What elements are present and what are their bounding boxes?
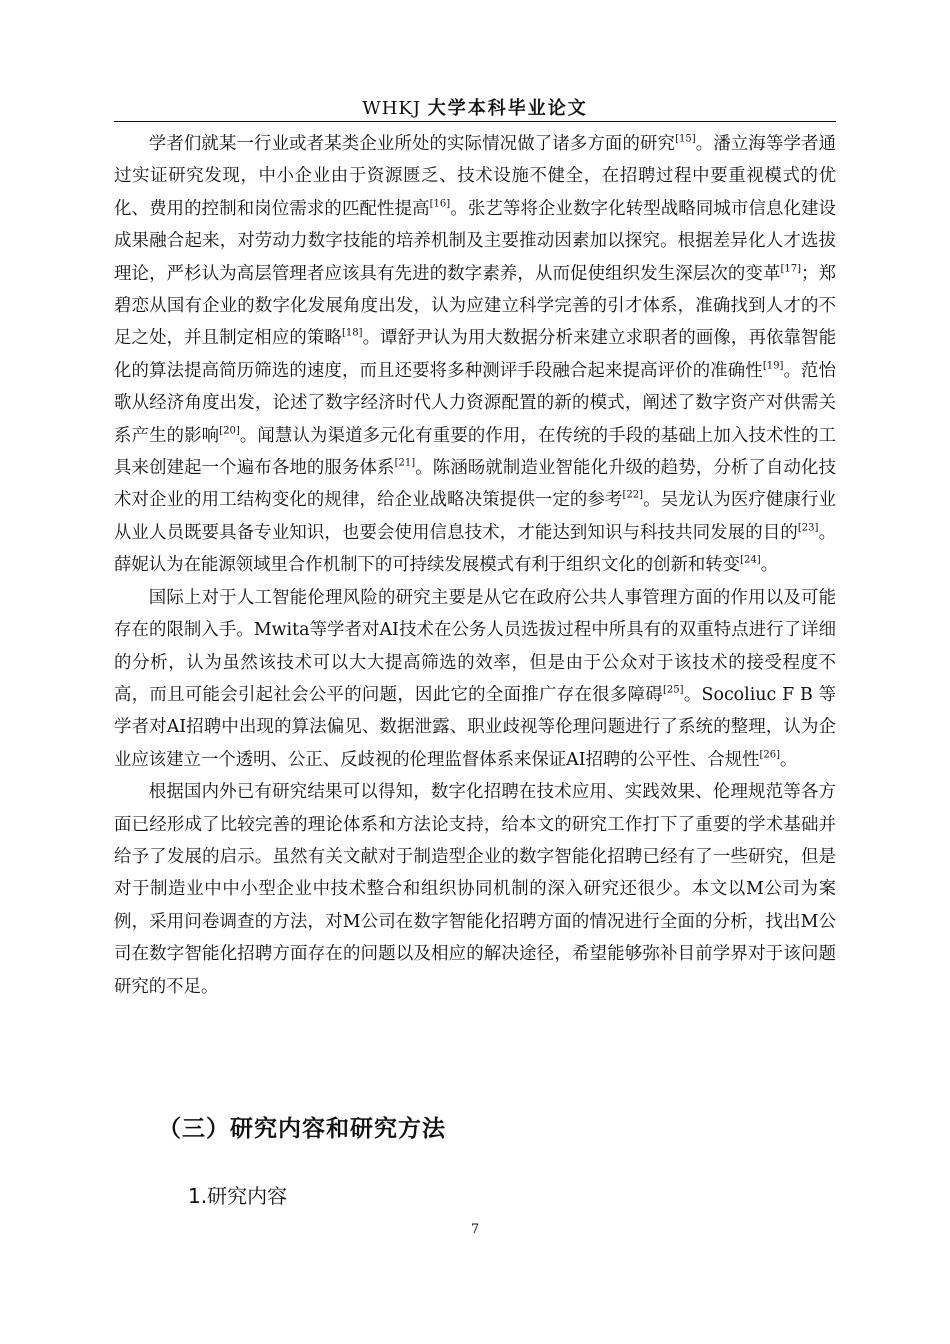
text-run: 。陈涵旸就制造业智能化升级的趋势，分析了自动化技术对企业的用工结构变化的规律，给企业战略决策提供一定的参考 (114, 458, 836, 511)
text-run: 。张艺等将企业数字化转型战略同城市信息化建设成果融合起来，对劳动力数字技能的培养机制及主要推动因素加以探究。根据差异化人才选拔理论，严杉认为高层管理者应该具有先进的数字素养，从而促使组织发生深层次的变革 (114, 198, 836, 284)
citation-ref: [26] (759, 749, 781, 761)
citation-ref: [19] (762, 360, 784, 372)
text-run: 。闻慧认为渠道多元化有重要的作用，在传统的手段的基础上加入技术性的工具来创建起一个遍布各地的服务体系 (114, 425, 836, 479)
header-rule (114, 121, 836, 122)
page-header (114, 94, 836, 120)
text-run: 。吴龙认为医疗健康行业从业人员既要具备专业知识，也要会使用信息技术，才能达到知识与科技共同发展的目的 (114, 490, 836, 543)
citation-ref: [24] (740, 554, 761, 566)
text-run: 学者们就某一行业或者某类企业所处的实际情况做了诸多方面的研究 (148, 134, 676, 154)
text-run: 根据国内外已有研究结果可以得知，数字化招聘在技术应用、实践效果、伦理规范等各方面已经形成了比较完善的理论体系和方法论支持，给本文的研究工作打下了重要的学术基础并给予了发展的启示。虽然有关文献对于制造型企业的数字智能化招聘已经有了一些研究，但是对于制造业中中小型企业中技术整合和组织协同机制的深入研究还很少。本文以M公司为案例，采用问卷调查的方法，对M公司在数字智能化招聘方面的情况进行全面的分析，找出M公司在数字智能化招聘方面存在的问题以及相应的解决途径，希望能够弥补目前学界对于该问题研究的不足。 (114, 782, 836, 997)
header-title: 大学本科毕业论文 (427, 98, 588, 119)
page-number: 7 (470, 1222, 480, 1237)
text-run: 。谭舒尹认为用大数据分析来建立求职者的画像，再依靠智能化的算法提高简历筛选的速度，而且还要将多种测评手段融合起来提高评价的准确性 (114, 328, 836, 381)
paragraph (114, 582, 836, 776)
text-run: 。Socoliuc F B 等学者对AI招聘中出现的算法偏见、数据泄露、职业歧视等伦理问题进行了系统的整理，认为企业应该建立一个透明、公正、反歧视的伦理监督体系来保证AI招聘的公平性、合规性 (114, 684, 836, 770)
citation-ref: [18] (341, 327, 363, 339)
citation-ref: [20] (219, 425, 240, 437)
header-prefix: WHKJ (362, 98, 422, 119)
paragraph (114, 776, 836, 1003)
citation-ref: [21] (394, 457, 416, 469)
body-text (114, 128, 836, 1003)
text-run: 。范怡歌从经济角度出发，论述了数字经济时代人力资源配置的新的模式，阐述了数字资产对供需关系产生的影响 (114, 360, 836, 446)
text-run: ；郑碧恋从国有企业的数字化发展角度出发，认为应建立科学完善的引才体系，准确找到人才的不足之处，并且制定相应的策略 (114, 263, 836, 349)
citation-ref: [17] (780, 263, 802, 275)
text-run: 国际上对于人工智能伦理风险的研究主要是从它在政府公共人事管理方面的作用以及可能存在的限制入手。Mwita等学者对AI技术在公务人员选拔过程中所具有的双重特点进行了详细的分析，认为虽然该技术可以大大提高筛选的效率，但是由于公众对于该技术的接受程度不高，而且可能会引起社会公平的问题，因此它的全面推广存在很多障碍 (114, 587, 836, 705)
text-run: 。薛妮认为在能源领域里合作机制下的可持续发展模式有利于组织文化的创新和转变 (114, 522, 836, 576)
citation-ref: [23] (797, 522, 819, 534)
citation-ref: [22] (622, 489, 644, 501)
section-heading: （三）研究内容和研究方法 (158, 1116, 446, 1142)
citation-ref: [16] (429, 198, 451, 210)
citation-ref: [15] (675, 133, 696, 145)
subsection-heading: 1.研究内容 (188, 1184, 288, 1208)
text-run: 。 (780, 749, 798, 770)
paragraph (114, 128, 836, 582)
text-run: 。 (760, 555, 779, 576)
citation-ref: [25] (663, 684, 684, 696)
text-run: 。潘立海等学者通过实证研究发现，中小企业由于资源匮乏、技术设施不健全，在招聘过程中要重视模式的优化、费用的控制和岗位需求的匹配性提高 (114, 134, 836, 219)
